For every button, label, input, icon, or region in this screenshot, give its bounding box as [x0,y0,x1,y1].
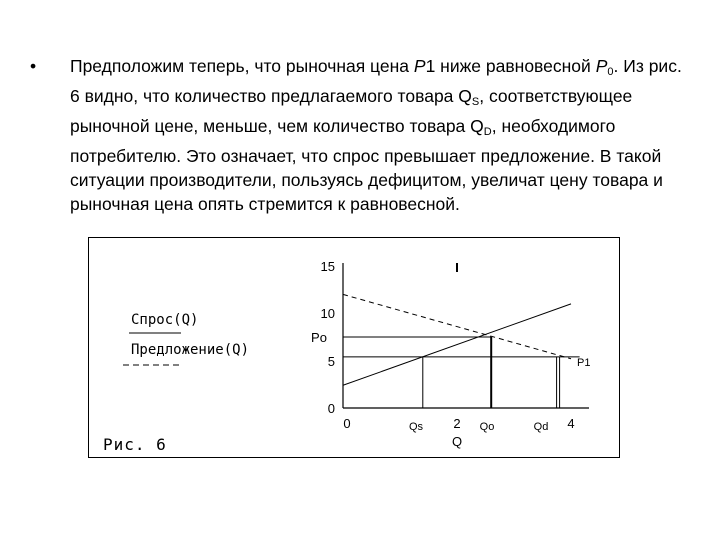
qd-subscript: D [483,126,492,138]
para-line1: Предположим теперь, что рыночная цена [70,56,414,76]
demand-curve [343,294,571,358]
para-line1-tail: ниже равновесной [435,56,591,76]
y-tick-label: 15 [320,259,335,274]
qs-subscript: S [471,96,480,108]
x-tick-label: 0 [343,416,351,431]
y-tick-label: 0 [327,401,335,416]
para-part3: , соответствующее рыночной цене, меньше, чем количество товара Q [70,86,633,136]
bullet-marker: • [30,56,37,76]
supply-curve [343,304,571,385]
y-tick-label: 10 [320,306,335,321]
qd-axis-label: Qd [533,421,549,433]
chart-marks [343,294,580,408]
p0-subscript: 0 [607,66,614,78]
bullet-paragraph [70,54,692,216]
qo-axis-label: Qo [479,421,495,433]
p1-number: 1 [425,56,436,76]
p1-line-label: P1 [577,357,591,369]
q-axis-title: Q [451,434,463,449]
p1-symbol: P [413,56,426,76]
p0-symbol: P [595,56,608,76]
y-tick-label: 5 [327,354,335,369]
x-tick-label: 2 [453,416,461,431]
x-tick-label: 4 [567,416,575,431]
para-part4: , необходимого потребителю. Это означает, что спрос превышает предложение. В такой ситуации производители, пользуясь дефицитом, увеличат цену товара и рыночная цена опять стремится к равновесной. [70,116,663,214]
legend-supply-label: Предложение(Q) [131,342,250,358]
p0-axis-label: Po [311,330,327,345]
qs-axis-label: Qs [408,421,424,433]
figure-6 [88,237,620,458]
supply-demand-chart [89,238,621,459]
para-part2: . Из рис. 6 видно, что количество предлагаемого товара Q [70,56,682,106]
legend-demand-label: Спрос(Q) [131,312,199,328]
figure-caption: Рис. 6 [103,435,167,454]
